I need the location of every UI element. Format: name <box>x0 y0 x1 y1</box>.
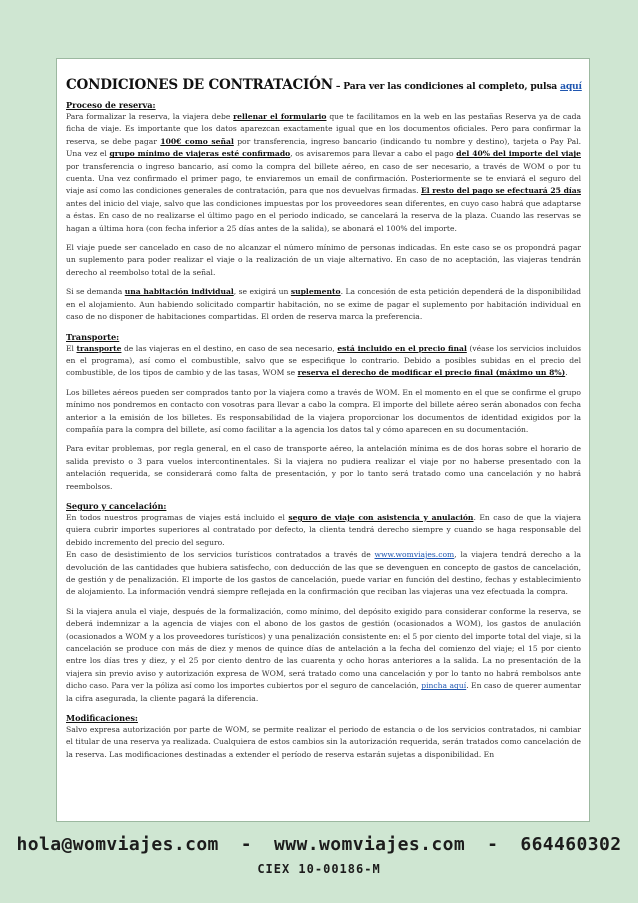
highlight-senal: 100€ como señal <box>160 136 234 146</box>
highlight-modificar-precio: reserva el derecho de modificar el precio final (máximo un 8%) <box>297 368 566 378</box>
highlight-seguro-viaje: seguro de viaje con asistencia y anulación <box>288 512 474 522</box>
paragraph-reserva-2: El viaje puede ser cancelado en caso de no alcanzar el número mínimo de personas indicadas. En este caso se os propondrá pagar un suplemento para poder realizar el viaje o la realización de un viaje alternativo. En caso de no aceptación, las viajeras tendrán derecho al reembolso total de la señal. <box>66 243 581 277</box>
section-heading-modificaciones: Modificaciones: <box>66 713 138 724</box>
policy-link[interactable]: pincha aquí <box>421 681 467 691</box>
highlight-habitacion-individual: una habitación individual <box>124 287 234 297</box>
paragraph-transporte-3: Para evitar problemas, por regla general, en el caso de transporte aéreo, la antelación mínima es de dos horas sobre el horario de salida previsto o 3 para vuelos intercontinentales. Si la viajera no pudiera realizar el viaje por no haberse presentado con la antelación requerida, se considerará como falta de presentación, y por lo tanto será tratado como una cancelación y no habrá reembolsos. <box>66 444 581 491</box>
section-heading-seguro: Seguro y cancelación: <box>66 500 167 511</box>
footer-website[interactable]: www.womviajes.com <box>274 834 466 855</box>
paragraph-modificaciones-1: Salvo expresa autorización por parte de WOM, se permite realizar el periodo de estancia o de los servicios contratados, ni cambiar el titular de una reserva ya realizada. Cualquiera de estos cambios sin la autorización requerida, serán tratados como cancelación de la reserva. Las modificaciones destinadas a extender el período de reserva estarán sujetas a disponibilidad. En <box>66 725 581 759</box>
title-subtitle: – Para ver las condiciones al completo, pulsa <box>332 81 561 92</box>
footer-separator: - <box>487 834 499 855</box>
paragraph-seguro-2: En caso de desistimiento de los servicios turísticos contratados a través de www.womviajes.com, la viajera tendrá derecho a la devolución de las cantidades que hubiera satisfecho, con deducción de las que se devenguen en concepto de gastos de cancelación, de gestión y de penalización. El importe de los gastos de cancelación, puede variar en función del destino, fechas y establecimiento de alojamiento. La información vendrá siempre reflejada en la confirmación que reciban las viajeras una vez efectuada la compra. <box>66 550 581 597</box>
paragraph-seguro-3: Si la viajera anula el viaje, después de la formalización, como mínimo, del depósito exigido para considerar conforme la reserva, se deberá indemnizar a la agencia de viajes con el abono de los gastos de gestión (ocasionados a WOM), los gastos de anulación (ocasionados a WOM y a los proveedores turísticos) y una penalización consistente en: el 5 por ciento del importe total del viaje, si la cancelación se produce con más de diez y menos de quince días de antelación a la fecha del comienzo del viaje; el 15 por ciento entre los días tres y diez, y el 25 por ciento dentro de las cuarenta y ocho horas anteriores a la salida. La no presentación de la viajera sin previo aviso y autorización expresa de WOM, será tratado como una cancelación y por lo tanto no habrá rembolsos ante dicho caso. Para ver la póliza así como los importes cubiertos por el seguro de cancelación, pincha aquí. En caso de querer aumentar la cifra asegurada, la cliente pagará la diferencia. <box>66 606 582 703</box>
contact-footer <box>0 828 638 903</box>
paragraph-transporte-1: El transporte de las viajeras en el destino, en caso de sea necesario, está incluido en el precio final (véase los servicios incluidos en el programa), así como el combustible, salvo que se especifique lo contrario. Debido a posibles subidas en el precio del combustible, de los tipos de cambio y de las tasas, WOM se reserva el derecho de modificar el precio final (máximo un 8%). <box>66 343 581 378</box>
highlight-incluido-precio: está incluido en el precio final <box>337 343 467 353</box>
website-link[interactable]: www.womviajes.com <box>374 550 455 560</box>
contact-line <box>0 834 638 855</box>
highlight-grupo-minimo: grupo mínimo de viajeras esté confirmado <box>109 149 291 159</box>
paragraph-seguro-1: En todos nuestros programas de viajes está incluido el seguro de viaje con asistencia y anulación. En caso de que la viajera quiera cubrir importes superiores al contratado por defecto, la clienta tendrá derecho siempre y cuando se haga responsable del debido incremento del precio del seguro. <box>66 512 582 547</box>
footer-phone[interactable]: 664460302 <box>520 834 622 855</box>
paragraph-reserva-3: Si se demanda una habitación individual, se exigirá un suplemento. La concesión de esta petición dependerá de la disponibilidad en el alojamiento. Aun habiendo solicitado compartir habitación, no se exime de pagar el suplemento por habitación individual en caso de no disponer de habitaciones compartidas. El orden de reserva marca la preferencia. <box>66 287 581 322</box>
title-main: CONDICIONES DE CONTRATACIÓN <box>66 77 333 93</box>
full-conditions-link[interactable]: aquí <box>560 81 582 92</box>
document-page <box>56 58 590 822</box>
highlight-resto-pago: El resto del pago se efectuará 25 días <box>420 186 581 196</box>
footer-email[interactable]: hola@womviajes.com <box>16 834 219 855</box>
paragraph-reserva-1: Para formalizar la reserva, la viajera debe rellenar el formulario que te facilitamos en la web en las pestañas Reserva ya de cada ficha de viaje. Es importante que los datos aparezcan exactamente igual que en los documentos oficiales. Pero para confirmar la reserva, se debe pagar 100€ como señal por transferencia, ingreso bancario (indicando tu nombre y destino), tarjeta o Pay Pal. Una vez el grupo mínimo de viajeras esté confirmado, os avisaremos para llevar a cabo el pago del 40% del importe del viaje por transferencia o ingreso bancario, así como la compra del billete aéreo, en caso de ser necesario, a través de WOM o por tu cuenta. Una vez confirmado el primer pago, te enviaremos un email de confirmación. Posteriormente se te enviará el seguro del viaje así como las condiciones generales de contratación, para que nos devuelvas firmadas. El resto del pago se efectuará 25 días antes del inicio del viaje, salvo que las condiciones impuestas por los proveedores sean diferentes, en cuyo caso habrá que adaptarse a éstas. En caso de no realizarse el último pago en el periodo indicado, se cancelará la reserva de la plaza. Cuando las reservas se hagan a última hora (con fecha inferior a 25 días antes de la salida), se abonará el 100% del importe. <box>66 112 581 233</box>
highlight-40-percent: del 40% del importe del viaje <box>456 149 581 159</box>
highlight-transporte: transporte <box>76 343 122 353</box>
paragraph-transporte-2: Los billetes aéreos pueden ser comprados tanto por la viajera como a través de WOM. En el momento en el que se confirme el grupo mínimo nos pondremos en contacto con vosotras para llevar a cabo la compra. El importe del billete aéreo serán abonados con fecha anterior a la emisión de los billetes. Es responsabilidad de la viajera proporcionar los documentos de identidad exigidos por la compañía para la compra del billete, así como facilitar a la agencia los datos tal y cómo aparecen en su documentación. <box>66 387 581 434</box>
section-heading-reserva: Proceso de reserva: <box>66 100 156 110</box>
footer-license: CIEX 10-00186-M <box>257 862 381 876</box>
footer-separator: - <box>240 834 253 855</box>
highlight-suplemento: suplemento <box>290 287 341 297</box>
section-heading-transporte: Transporte: <box>66 331 120 342</box>
page-title <box>66 77 581 93</box>
highlight-formulario: rellenar el formulario <box>233 112 327 121</box>
